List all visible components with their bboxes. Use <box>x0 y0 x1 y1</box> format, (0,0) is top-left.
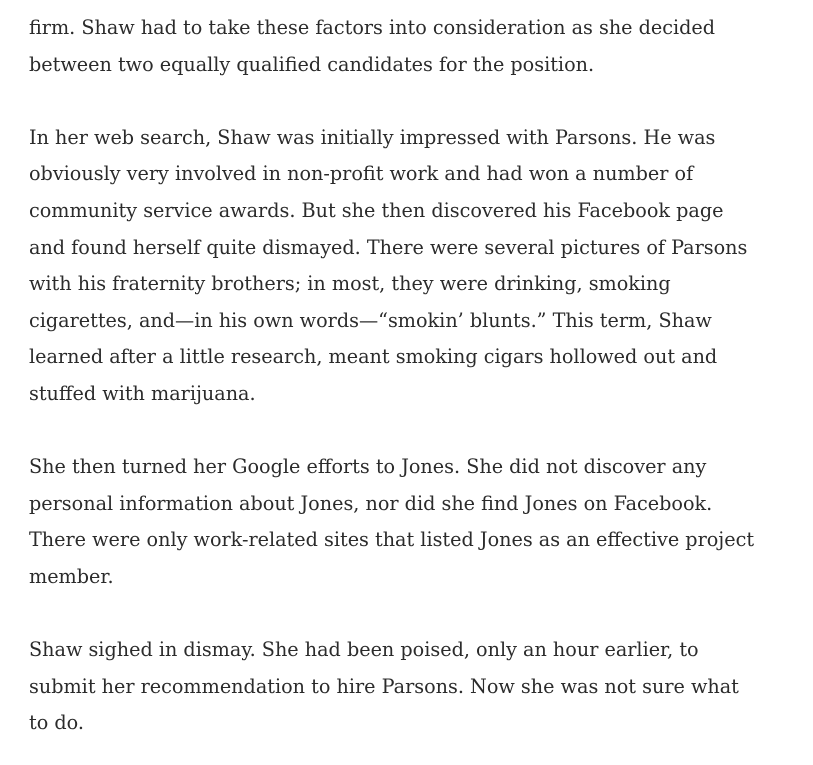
paragraph-line: stuffed with marijuana. <box>29 381 256 405</box>
paragraph-line: member. <box>29 564 114 588</box>
paragraph-spacer <box>29 83 813 120</box>
paragraph-line: learned after a little research, meant smoking cigars hollowed out and <box>29 345 718 369</box>
paragraph-line: with his fraternity brothers; in most, they were drinking, smoking <box>29 272 671 296</box>
paragraph-3 <box>29 449 813 595</box>
paragraph-2 <box>29 120 813 413</box>
paragraph-line: obviously very involved in non-profit work and had won a number of <box>29 162 694 186</box>
paragraph-line: to do. <box>29 711 84 735</box>
paragraph-line: submit her recommendation to hire Parsons. Now she was not sure what <box>29 674 739 698</box>
paragraph-line: cigarettes, and—in his own words—“smokin’ blunts.” This term, Shaw <box>29 308 712 332</box>
paragraph-line: Shaw sighed in dismay. She had been poised, only an hour earlier, to <box>29 638 699 662</box>
paragraph-4 <box>29 632 813 742</box>
paragraph-line: between two equally qualified candidates for the position. <box>29 52 595 76</box>
paragraph-line: She then turned her Google efforts to Jones. She did not discover any <box>29 455 707 479</box>
paragraph-line: There were only work-related sites that listed Jones as an effective project <box>29 528 755 552</box>
paragraph-line: personal information about Jones, nor did she find Jones on Facebook. <box>29 491 713 515</box>
paragraph-line: community service awards. But she then discovered his Facebook page <box>29 198 724 222</box>
paragraph-spacer <box>29 413 813 450</box>
paragraph-line: firm. Shaw had to take these factors into consideration as she decided <box>29 16 716 39</box>
document-body <box>29 10 813 742</box>
paragraph-spacer <box>29 596 813 633</box>
paragraph-1 <box>29 10 813 83</box>
paragraph-line: In her web search, Shaw was initially impressed with Parsons. He was <box>29 125 716 149</box>
paragraph-line: and found herself quite dismayed. There were several pictures of Parsons <box>29 235 748 259</box>
